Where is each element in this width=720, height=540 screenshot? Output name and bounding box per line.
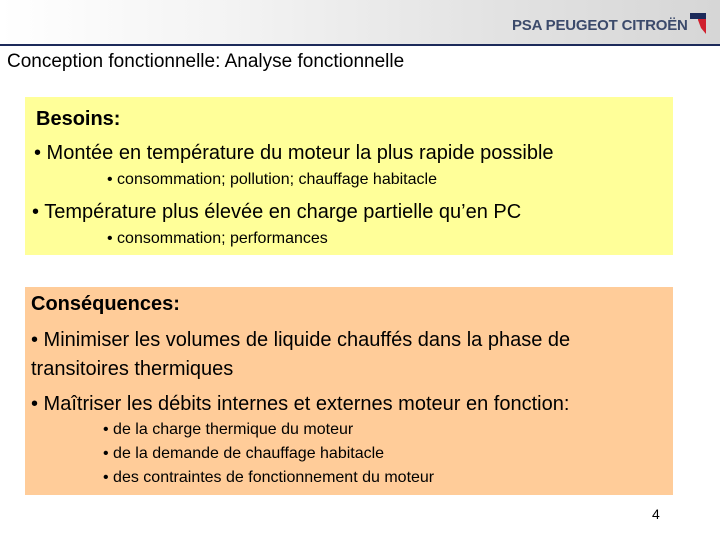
consequences-subitem-1: • de la charge thermique du moteur (103, 421, 354, 438)
besoins-box (25, 97, 673, 255)
consequences-subitem-3: • des contraintes de fonctionnement du moteur (103, 469, 435, 486)
consequences-item-1-line-1: • Minimiser les volumes de liquide chauffés dans la phase de (31, 329, 571, 351)
psa-lion-flag-icon (688, 10, 708, 36)
slide-title: Conception fonctionnelle: Analyse fonctionnelle (7, 51, 405, 72)
besoins-item-2: • Température plus élevée en charge partielle qu’en PC (32, 201, 522, 223)
besoins-subitem-1: • consommation; pollution; chauffage habitacle (107, 171, 437, 188)
besoins-item-1: • Montée en température du moteur la plus rapide possible (34, 142, 554, 164)
consequences-heading: Conséquences: (31, 293, 180, 315)
besoins-subitem-2: • consommation; performances (107, 230, 328, 247)
consequences-box (25, 287, 673, 495)
consequences-subitem-2: • de la demande de chauffage habitacle (103, 445, 385, 462)
page-number: 4 (652, 506, 660, 522)
psa-logo-text: PSA PEUGEOT CITROËN (512, 17, 688, 34)
besoins-heading: Besoins: (36, 108, 121, 130)
consequences-item-1-line-2: transitoires thermiques (31, 358, 234, 380)
header-rule (0, 44, 720, 46)
consequences-item-2: • Maîtriser les débits internes et externes moteur en fonction: (31, 393, 570, 415)
